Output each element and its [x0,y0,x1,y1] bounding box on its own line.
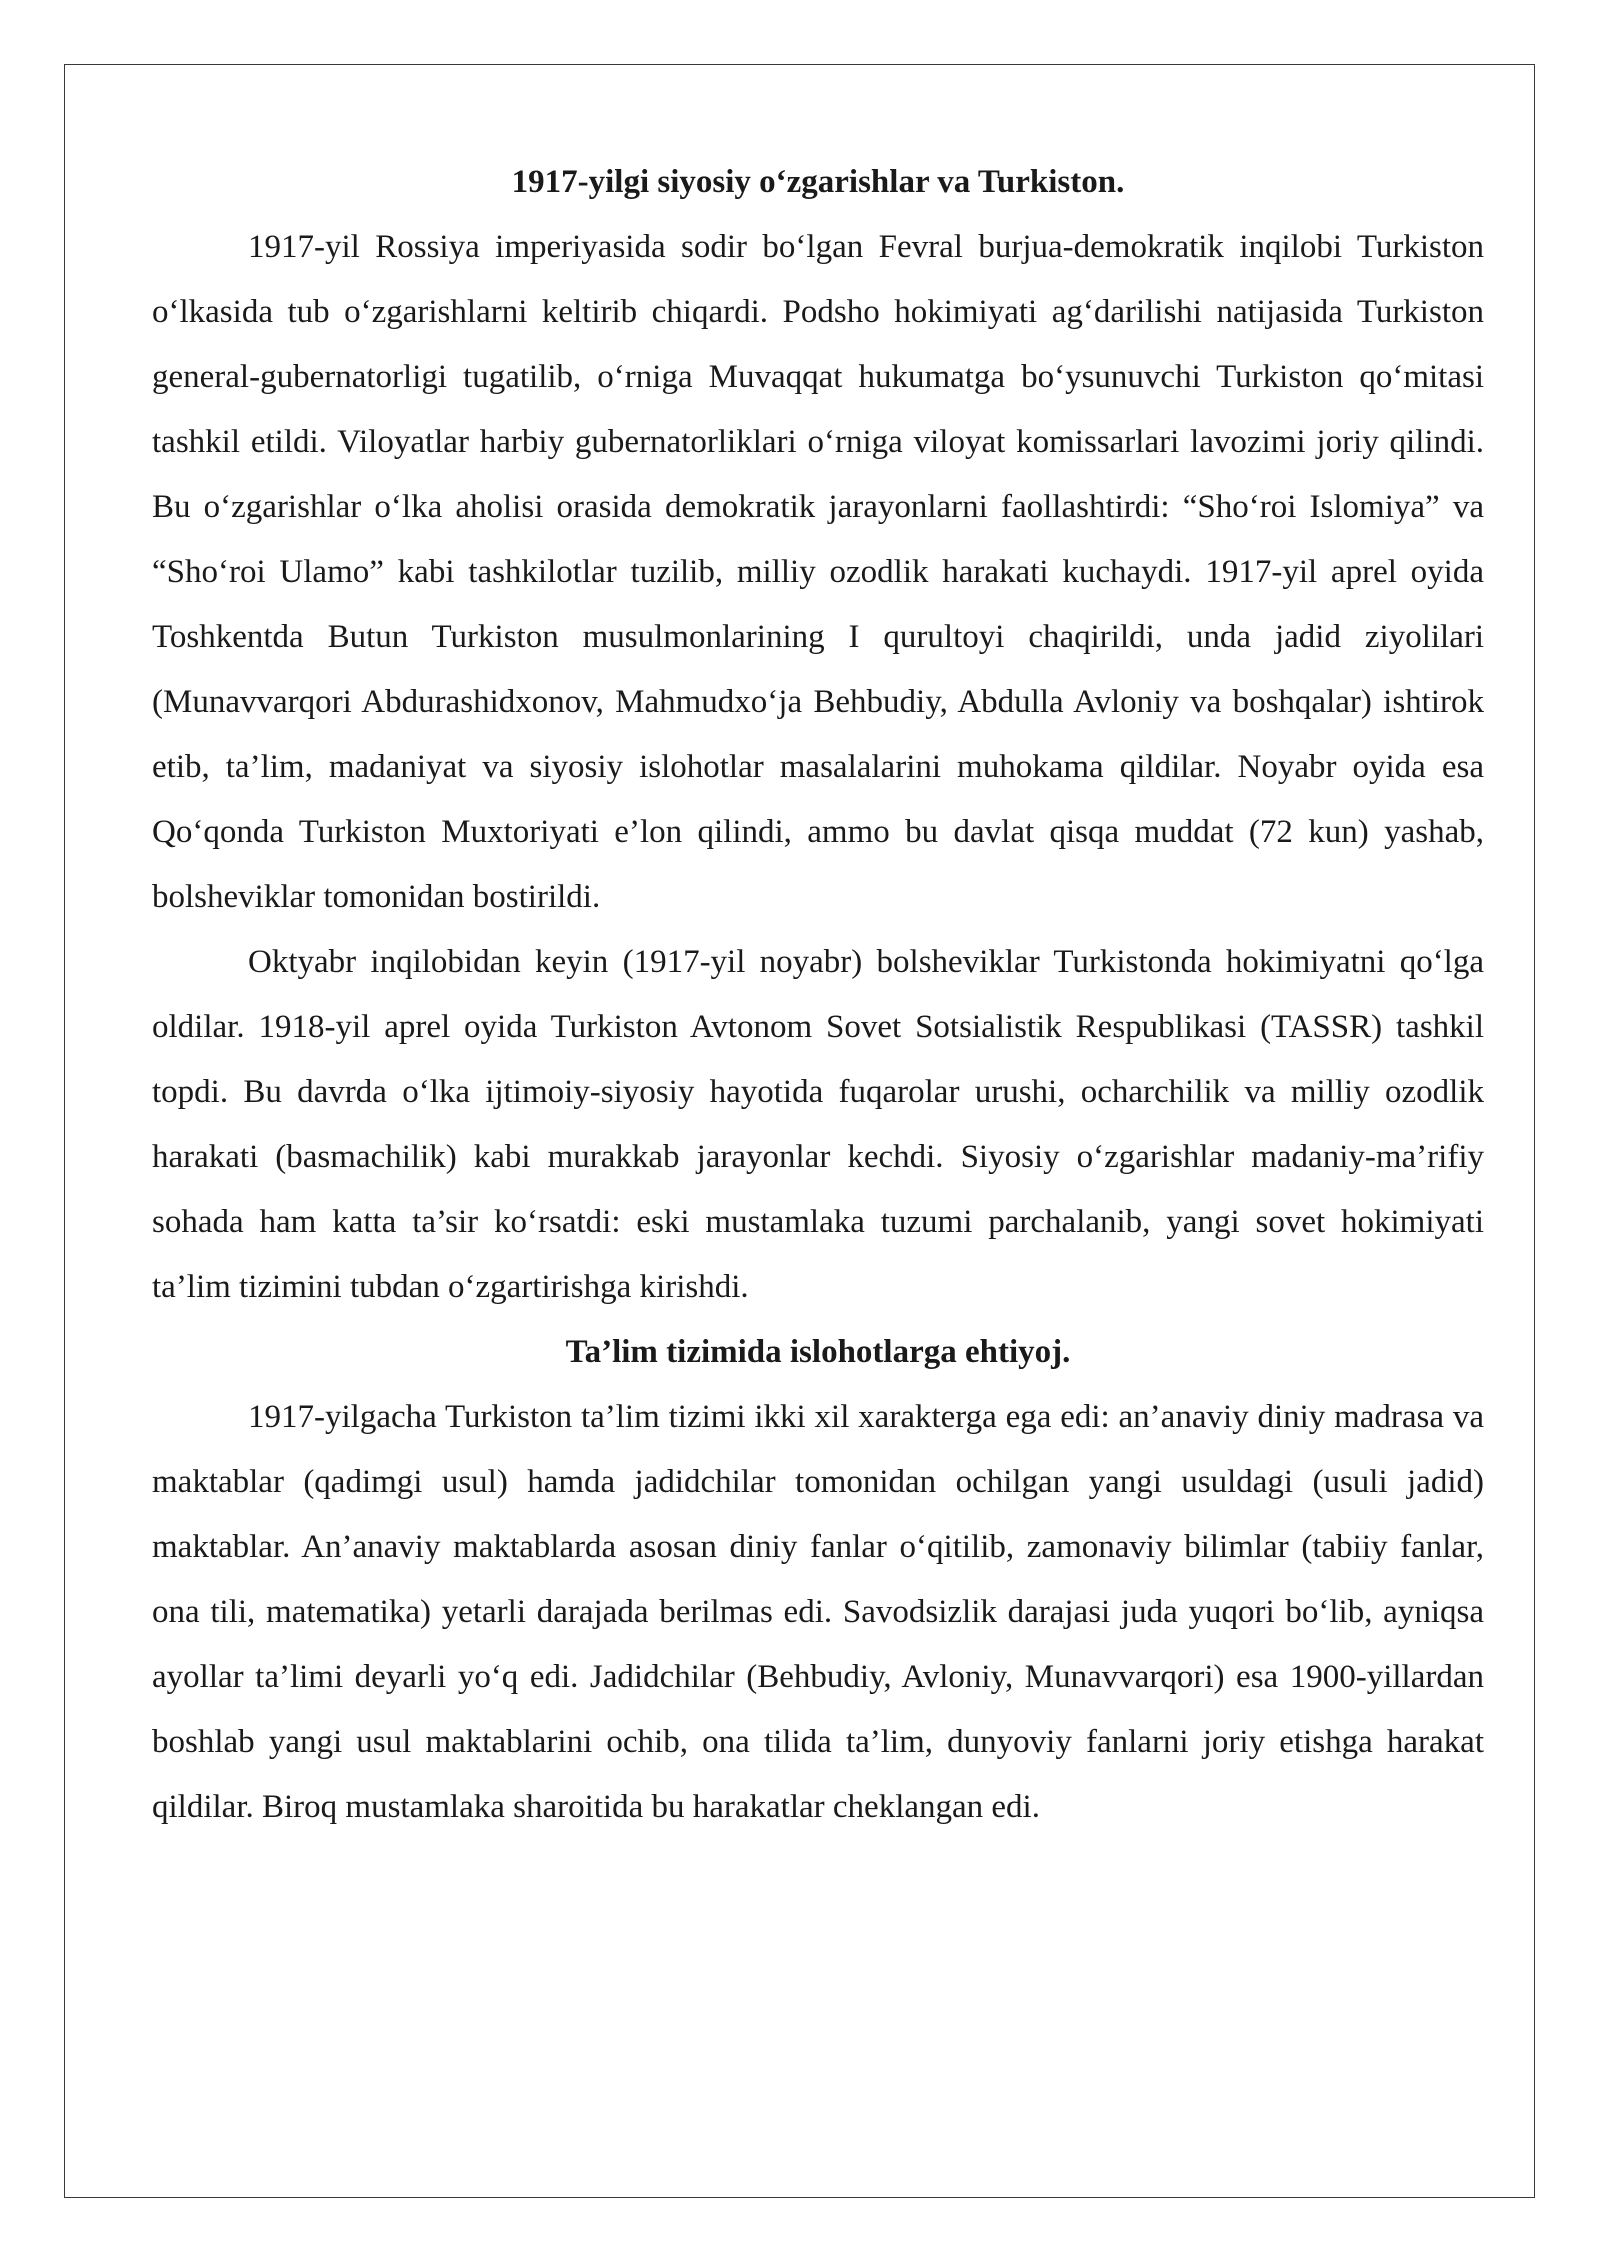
section-heading-political-changes: 1917-yilgi siyosiy oʻzgarishlar va Turkiston. [511,164,1125,200]
section-heading-education-reform: Ta’lim tizimida islohotlarga ehtiyoj. [565,1334,1071,1370]
paragraph-february-revolution: 1917-yil Rossiya imperiyasida sodir boʻlgan Fevral burjua-demokratik inqilobi Turkiston oʻlkasida tub oʻzgarishlarni keltirib chiqardi. Podsho hokimiyati agʻdarilishi natijasida Turkiston general-gubernatorligi tugatilib, oʻrniga Muvaqqat hukumatga boʻysunuvchi Turkiston qoʻmitasi tashkil etildi. Viloyatlar harbiy gubernatorliklari oʻrniga viloyat komissarlari lavozimi joriy qilindi. Bu oʻzgarishlar oʻlka aholisi orasida demokratik jarayonlarni faollashtirdi: “Shoʻroi Islomiya” va “Shoʻroi Ulamo” kabi tashkilotlar tuzilib, milliy ozodlik harakati kuchaydi. 1917-yil aprel oyida Toshkentda Butun Turkiston musulmonlarining I qurultoyi chaqirildi, unda jadid ziyolilari (Munavvarqori Abdurashidxonov, Mahmudxoʻja Behbudiy, Abdulla Avloniy va boshqalar) ishtirok etib, ta’lim, madaniyat va siyosiy islohotlar masalalarini muhokama qildilar. Noyabr oyida esa Qoʻqonda Turkiston Muxtoriyati e’lon qilindi, ammo bu davlat qisqa muddat (72 kun) yashab, bolsheviklar tomonidan bostirildi. [152,229,1484,915]
document-body [152,150,1484,1840]
paragraph-education-system: 1917-yilgacha Turkiston ta’lim tizimi ikki xil xarakterga ega edi: an’anaviy diniy madrasa va maktablar (qadimgi usul) hamda jadidchilar tomonidan ochilgan yangi usuldagi (usuli jadid) maktablar. An’anaviy maktablarda asosan diniy fanlar oʻqitilib, zamonaviy bilimlar (tabiiy fanlar, ona tili, matematika) yetarli darajada berilmas edi. Savodsizlik darajasi juda yuqori boʻlib, ayniqsa ayollar ta’limi deyarli yoʻq edi. Jadidchilar (Behbudiy, Avloniy, Munavvarqori) esa 1900-yillardan boshlab yangi usul maktablarini ochib, ona tilida ta’lim, dunyoviy fanlarni joriy etishga harakat qildilar. Biroq mustamlaka sharoitida bu harakatlar cheklangan edi. [152,1399,1484,1825]
paragraph-october-revolution: Oktyabr inqilobidan keyin (1917-yil noyabr) bolsheviklar Turkistonda hokimiyatni qoʻlga oldilar. 1918-yil aprel oyida Turkiston Avtonom Sovet Sotsialistik Respublikasi (TASSR) tashkil topdi. Bu davrda oʻlka ijtimoiy-siyosiy hayotida fuqarolar urushi, ocharchilik va milliy ozodlik harakati (basmachilik) kabi murakkab jarayonlar kechdi. Siyosiy oʻzgarishlar madaniy-ma’rifiy sohada ham katta ta’sir koʻrsatdi: eski mustamlaka tuzumi parchalanib, yangi sovet hokimiyati ta’lim tizimini tubdan oʻzgartirishga kirishdi. [152,944,1484,1305]
